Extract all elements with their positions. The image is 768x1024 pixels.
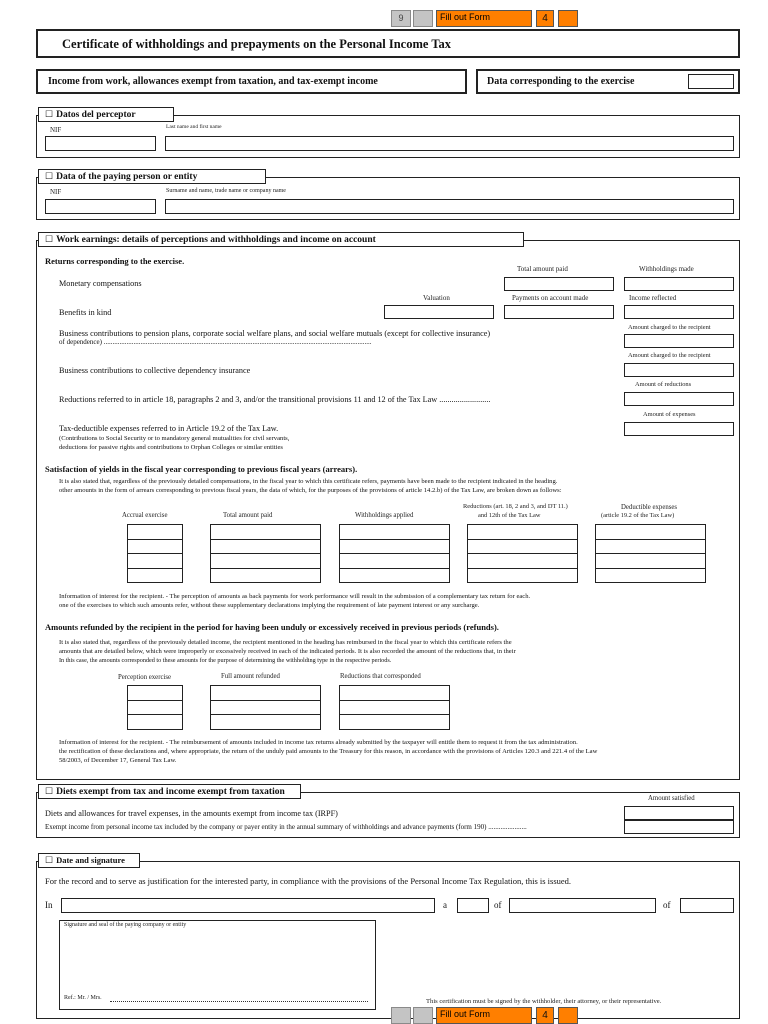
fill-out-form-button-top[interactable]: Fill out Form	[436, 10, 532, 27]
col-total-paid: Total amount paid	[517, 265, 568, 273]
signature-statement: For the record and to serve as justification for the interested party, in compliance with the provisions of the Personal Income Tax Regulation, this is issued.	[45, 876, 572, 886]
signature-heading	[38, 853, 140, 868]
benefits-payments-field[interactable]	[504, 305, 614, 319]
arrears-heading: Satisfaction of yields in the fiscal year corresponding to previous fiscal years (arrears).	[45, 464, 358, 474]
expenses-field[interactable]	[624, 422, 734, 436]
signature-ref-label: Ref.: Mr. / Mrs.	[64, 995, 102, 1001]
deductible-note-1: (Contributions to Social Security or to mandatory general mutualities for civil servants,	[59, 435, 290, 442]
contrib1-label-b: of dependence) .........................................................................................................................................................	[59, 338, 372, 346]
page-number-bottom: 4	[536, 1007, 554, 1024]
exercise-year-field[interactable]	[688, 74, 734, 89]
monetary-total-field[interactable]	[504, 277, 614, 291]
signature-seal-label: Signature and seal of the paying company or entity	[64, 922, 187, 928]
monetary-withholdings-field[interactable]	[624, 277, 734, 291]
arrears-col-reductions-b: and 12th of the Tax Law	[478, 512, 541, 519]
arrears-col-expenses-b: (article 19.2 of the Tax Law)	[601, 512, 675, 519]
arrears-expenses-cells[interactable]	[595, 524, 706, 583]
refund-info-2: the rectification of these declarations and, where appropriate, the return of the unduly paid amounts to the Treasury for this reason, in accordance with the provisions of Articles 120.3 and 221.4 of the Law	[59, 748, 598, 755]
payer-name-field[interactable]	[165, 199, 734, 214]
col-payments-account: Payments on account made	[512, 294, 589, 302]
contrib2-field[interactable]	[624, 363, 734, 377]
refund-paragraph-2: amounts that are detailed below, which were improperly or excessively received in each of the indicated periods. It is also recorded the amount of the reductions that, in their	[59, 648, 516, 655]
benefits-income-field[interactable]	[624, 305, 734, 319]
signature-ref-line	[110, 1001, 368, 1002]
arrears-withholdings-cells[interactable]	[339, 524, 450, 583]
signature-in-label: In	[45, 900, 53, 910]
perceptor-nif-field[interactable]	[45, 136, 156, 151]
monetary-label: Monetary compensations	[59, 279, 142, 288]
prev-page-button-bottom[interactable]	[391, 1007, 411, 1024]
signature-heading-text: Date and signature	[56, 855, 125, 865]
square-icon: ☐	[45, 855, 54, 865]
fill-out-form-button-bottom[interactable]: Fill out Form	[436, 1007, 532, 1024]
subtitle-right: Data corresponding to the exercise	[487, 76, 635, 87]
benefits-valuation-field[interactable]	[384, 305, 494, 319]
signature-of-label-2: of	[663, 900, 671, 910]
contrib2-col-label: Amount charged to the recipient	[628, 352, 711, 359]
contrib1-col-label: Amount charged to the recipient	[628, 324, 711, 331]
perceptor-heading	[38, 107, 174, 122]
arrears-col-total: Total amount paid	[223, 512, 273, 519]
contrib2-label: Business contributions to collective dependency insurance	[59, 366, 251, 375]
page-nav-button[interactable]	[413, 10, 433, 27]
signature-place-field[interactable]	[61, 898, 435, 913]
refund-info-3: 58/2003, of December 17, General Tax Law.	[59, 757, 177, 764]
expenses-col-label: Amount of expenses	[643, 411, 696, 418]
refund-info-1: Information of interest for the recipient. - The reimbursement of amounts included in income tax returns already submitted by the taxpayer will entitle them to request it from the tax administration.	[59, 739, 578, 746]
payer-heading-text: Data of the paying person or entity	[56, 172, 198, 182]
arrears-col-withholdings: Withholdings applied	[355, 512, 414, 519]
payer-name-label: Surname and name, trade name or company name	[166, 188, 286, 194]
arrears-accrual-cells[interactable]	[127, 524, 183, 583]
arrears-info-1: Information of interest for the recipient. - The perception of amounts as back payments for work performance will result in the submission of a complementary tax return for each.	[59, 593, 531, 600]
signature-year-field[interactable]	[680, 898, 734, 913]
refund-paragraph-3: In this case, the amounts corresponded to these amounts for the purpose of determining the withholding type in the respective periods.	[59, 657, 392, 664]
col-withholdings: Withholdings made	[639, 265, 694, 273]
arrears-col-reductions-a: Reductions (art. 18, 2 and 3, and DT 11.)	[463, 503, 568, 510]
page-title: Certificate of withholdings and prepayments on the Personal Income Tax	[62, 37, 452, 51]
refund-heading: Amounts refunded by the recipient in the period for having been unduly or excessively received in previous periods (refunds).	[45, 622, 499, 632]
square-icon: ☐	[45, 171, 54, 181]
square-icon: ☐	[45, 786, 54, 796]
diets-heading-text: Diets exempt from tax and income exempt from taxation	[56, 787, 285, 797]
next-page-button-bottom[interactable]	[558, 1007, 578, 1024]
benefits-label: Benefits in kind	[59, 308, 112, 317]
refund-col-perception: Perception exercise	[118, 674, 172, 681]
reductions-label: Reductions referred to in article 18, paragraphs 2 and 3, and/or the transitional provisions 11 and 12 of the Tax Law .........................	[59, 395, 491, 404]
page-nav-button-bottom[interactable]	[413, 1007, 433, 1024]
payer-nif-field[interactable]	[45, 199, 156, 214]
arrears-col-accrual: Accrual exercise	[122, 512, 168, 519]
next-page-button-top[interactable]	[558, 10, 578, 27]
perceptor-heading-text: Datos del perceptor	[56, 110, 136, 120]
perceptor-name-label: Last name and first name	[166, 124, 222, 130]
work-heading	[38, 232, 524, 247]
arrears-paragraph-2: other amounts in the form of arrears corresponding to previous fiscal years, the data of which, for the purposes of the provisions of article 14.2.b) of the Tax Law, are broken down as follows:	[59, 487, 562, 494]
perceptor-nif-label: NIF	[50, 126, 62, 134]
refund-paragraph-1: It is also stated that, regardless of the previously detailed income, the recipient mentioned in the heading has reimbursed in the fiscal year to which this certificate refers the	[59, 639, 512, 646]
refund-full-cells[interactable]	[210, 685, 321, 730]
refund-col-full: Full amount refunded	[221, 673, 280, 680]
work-heading-text: Work earnings: details of perceptions and withholdings and income on account	[56, 235, 376, 245]
returns-heading: Returns corresponding to the exercise.	[45, 256, 185, 266]
signature-day-field[interactable]	[457, 898, 489, 913]
deductible-note-2: deductions for passive rights and contributions to Orphan Colleges or similar entities	[59, 444, 283, 451]
arrears-reductions-cells[interactable]	[467, 524, 578, 583]
diets-heading	[38, 784, 301, 799]
prev-page-button[interactable]: 9	[391, 10, 411, 27]
arrears-info-2: one of the exercises to which such amounts refer, without these supplementary declarations implying the requirement of late payment interest or any surcharge.	[59, 602, 480, 609]
page-number-top: 4	[536, 10, 554, 27]
square-icon: ☐	[45, 109, 54, 119]
arrears-paragraph-1: It is also stated that, regardless of the previously detailed compensations, in the fiscal year to which this certificate refers, payments have been made to the recipient indicated in the heading.	[59, 478, 558, 485]
signature-a-label: a	[443, 900, 447, 910]
arrears-col-expenses-a: Deductible expenses	[621, 504, 678, 511]
diets-amount-field-2[interactable]	[624, 820, 734, 834]
signature-of-label-1: of	[494, 900, 502, 910]
contrib1-field[interactable]	[624, 334, 734, 348]
refund-perception-cells[interactable]	[127, 685, 183, 730]
deductible-label: Tax-deductible expenses referred to in Article 19.2 of the Tax Law.	[59, 424, 279, 433]
col-income-reflected: Income reflected	[629, 294, 677, 302]
reductions-field[interactable]	[624, 392, 734, 406]
col-valuation: Valuation	[423, 294, 450, 302]
payer-nif-label: NIF	[50, 188, 62, 196]
refund-reductions-cells[interactable]	[339, 685, 450, 730]
diets-amount-field-1[interactable]	[624, 806, 734, 820]
reductions-col-label: Amount of reductions	[635, 381, 692, 388]
subtitle-left: Income from work, allowances exempt from taxation, and tax-exempt income	[48, 76, 378, 87]
signature-seal-box[interactable]	[59, 920, 376, 1010]
diets-col-amount: Amount satisfied	[648, 795, 695, 802]
diets-line-2: Exempt income from personal income tax included by the company or payer entity in the annual summary of withholdings and advance payments (form 190) ......................	[45, 823, 527, 831]
perceptor-name-field[interactable]	[165, 136, 734, 151]
refund-col-reductions: Reductions that corresponded	[340, 673, 421, 680]
contrib1-label-a: Business contributions to pension plans, corporate social welfare plans, and social welfare mutuals (except for collective insurance)	[59, 329, 491, 338]
signature-month-field[interactable]	[509, 898, 656, 913]
arrears-total-cells[interactable]	[210, 524, 321, 583]
diets-line-1: Diets and allowances for travel expenses, in the amounts exempt from income tax (IRPF)	[45, 809, 338, 818]
payer-heading	[38, 169, 266, 184]
signature-note: This certification must be signed by the withholder, their attorney, or their representative.	[426, 998, 662, 1005]
square-icon: ☐	[45, 234, 54, 244]
